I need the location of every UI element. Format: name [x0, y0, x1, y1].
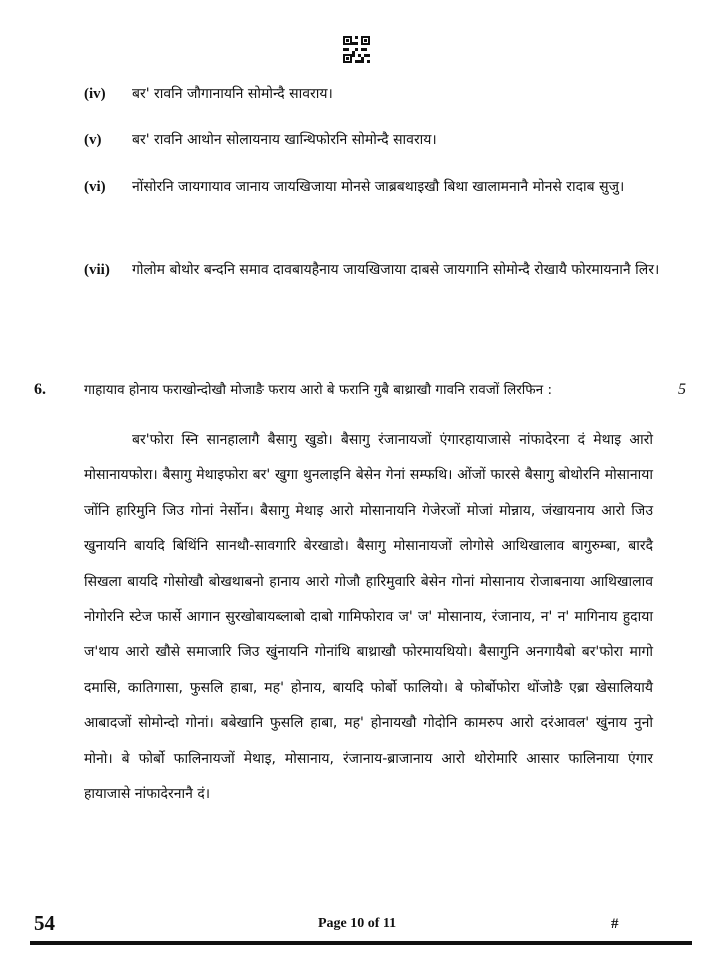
question-marks: 5	[678, 381, 686, 398]
page-number: Page 10 of 11	[318, 916, 397, 931]
item-number: (iv)	[84, 86, 106, 102]
item-text: नोंसोरनि जायगायाव जानाय जायखिजाया मोनसे जाब्रबथाइखौ बिथा खालामनानै मोनसे रादाब सुजु।	[132, 179, 625, 195]
item-number: (vii)	[84, 262, 110, 278]
footer-rule	[30, 941, 692, 945]
question-text: गाहायाव होनाय फराखोन्दोखौ मोजाङै फराय आरो बे फरानि गुबै बाथ्राखौ गावनि रावजों लिरफिन :	[84, 382, 553, 398]
list-item	[84, 122, 674, 159]
passage-paragraph: बर'फोरा स्नि सानहालागै बैसागु खुडो। बैसागु रंजानायजों एंगारहायाजासे नांफादेरना दं मेथाइ आरो मोसानायफोरा। बैसागु मेथाइफोरा बर' खुगा थुनलाइनि बेसेन गेनां सम्फथि। ओंजों फारसे बैसागु बोथोरनि मोसानाया जोंनि हारिमुनि जिउ गोनां नेर्सोन। बैसागु मेथाइ आरो मोसानायनि गेजेरजों मोजां मोन्नाय, जंखायनाय आरो जिउ खुनायनि बायदि बिथिंनि सानथौ-सावगारि बेरखाडो। बैसागु मोसानायजों लोगोसे आथिखालाव बागुरुम्बा, बारदै सिखला बायदि गोसोखौ बोखथाबनो हानाय आरो गोजौ हारिमुवारि बेसेन गोनां मोसानाय रोजाबनाया आथिखालाव नोगोरनि स्टेज फार्से आगान सुरखोबायब्लाबो दाबो गामिफोराव ज' ज' मोसानाय, रंजानाय, न' न' मागिनाय हुदाया ज'थाय आरो खौसे समाजारि जिउ खुंनायनि गोनांथि बाथ्राखौ फोरमायथियो। बैसागुनि अनगायैबो बर'फोरा मागो दमासि, कातिगासा, फुसलि हाबा, मह' होनाय, बायदि फोर्बो फालियो। बे फोर्बोफोरा थोंजोङै एब्रा खेसालियायै आबादजों सोमोन्दो गोनां। बबेखानि फुसलि हाबा, मह' होनायखौ गोदोनि कामरुप आरो दरंआवल' खुंनाय नुनो मोनो। बे फोर्बो फालिनायजों मेथाइ, मोसानाय, रंजानाय-ब्राजानाय आरो थोरोमारि आसार फालिनाया एंगार हायाजासे नांफादेरनानै दं।	[84, 432, 653, 803]
item-text: बर' रावनि आथोन सोलायनाय खान्थिफोरनि सोमोन्दै सावराय।	[132, 132, 437, 148]
item-text: गोलोम बोथोर बन्दनि समाव दावबायहैनाय जायखिजाया दाबसे जायगानि सोमोन्दै रोखायै फोरमायनानै लिर।	[132, 262, 660, 278]
question-number: 6.	[34, 381, 46, 398]
list-item	[84, 76, 674, 113]
list-item	[84, 252, 674, 326]
paper-code: 54	[34, 911, 55, 935]
footer-mark: #	[611, 916, 619, 932]
list-item	[84, 169, 674, 243]
item-number: (v)	[84, 132, 102, 148]
item-number: (vi)	[84, 179, 106, 195]
qr-code-icon	[343, 36, 370, 63]
item-text: बर' रावनि जौगानायनि सोमोन्दै सावराय।	[132, 86, 333, 102]
